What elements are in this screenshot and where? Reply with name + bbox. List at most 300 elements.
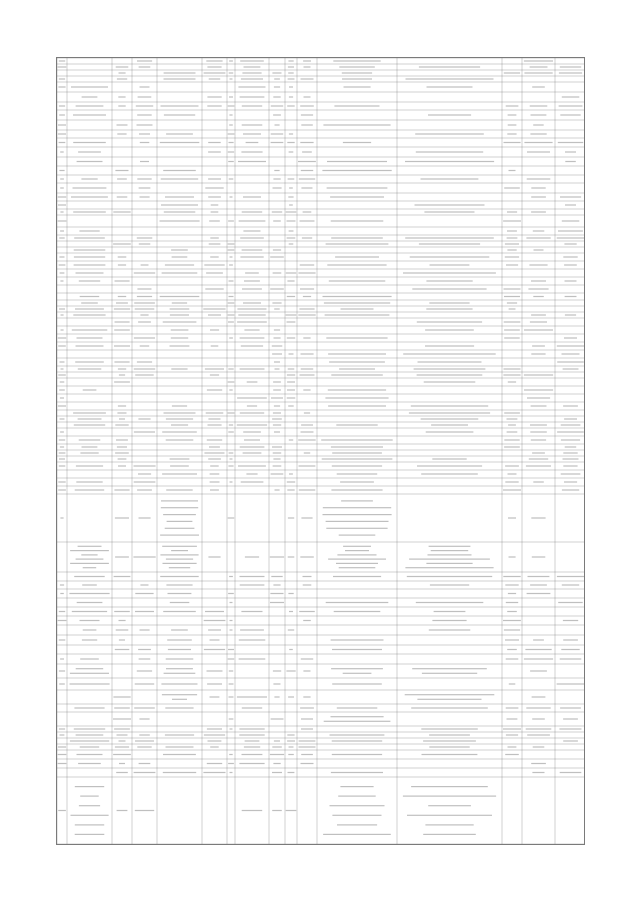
illegible-text-mark [332,815,381,816]
illegible-text-mark [118,405,126,406]
illegible-text-mark [162,272,198,273]
illegible-text-mark [300,288,314,289]
illegible-text-mark [241,78,263,79]
illegible-text-mark [327,187,388,188]
illegible-text-mark [140,161,149,162]
illegible-text-mark [114,489,129,490]
illegible-text-mark [530,66,548,67]
illegible-text-mark [272,810,282,811]
illegible-text-mark [115,517,129,518]
illegible-text-mark [228,314,235,315]
illegible-text-mark [304,412,310,413]
illegible-text-mark [337,824,377,825]
illegible-text-mark [301,424,313,425]
illegible-text-mark [342,78,372,79]
illegible-text-mark [273,249,281,250]
illegible-text-mark [160,142,200,143]
illegible-text-mark [59,458,65,459]
illegible-text-mark [237,424,267,425]
illegible-text-mark [560,66,581,67]
illegible-text-mark [562,353,580,354]
illegible-text-mark [241,345,263,346]
illegible-text-mark [530,424,547,425]
illegible-text-mark [301,718,313,719]
illegible-text-mark [531,353,545,354]
illegible-text-mark [562,584,579,585]
illegible-text-mark [115,321,130,322]
illegible-text-mark [74,707,104,708]
illegible-text-mark [273,584,280,585]
illegible-text-mark [530,105,548,106]
illegible-text-mark [172,699,187,700]
illegible-text-mark [303,211,312,212]
illegible-text-mark [344,86,371,87]
illegible-text-mark [287,105,295,106]
illegible-text-mark [71,86,108,87]
illegible-text-mark [300,220,315,221]
illegible-text-mark [343,673,372,674]
illegible-text-mark [117,78,127,79]
illegible-text-mark [326,243,389,244]
illegible-text-mark [273,412,281,413]
illegible-text-mark [229,718,234,719]
illegible-text-mark [531,517,545,518]
illegible-text-mark [115,556,129,557]
illegible-text-mark [140,196,150,197]
illegible-text-mark [298,314,315,315]
illegible-text-mark [204,620,226,621]
illegible-text-mark [287,374,295,375]
illegible-text-mark [81,302,98,303]
illegible-text-mark [60,418,65,419]
illegible-text-mark [507,133,516,134]
illegible-text-mark [204,452,224,453]
illegible-text-mark [528,576,550,577]
illegible-text-mark [428,805,471,806]
illegible-text-mark [229,696,234,697]
illegible-text-mark [565,204,576,205]
illegible-text-mark [532,345,545,346]
illegible-text-mark [134,368,155,369]
illegible-text-mark [118,105,125,106]
illegible-text-mark [508,517,516,518]
illegible-text-mark [333,60,380,61]
illegible-text-mark [504,329,520,330]
illegible-text-mark [137,178,151,179]
illegible-text-mark [113,243,131,244]
illegible-text-mark [134,707,155,708]
illegible-text-mark [565,314,576,315]
illegible-text-mark [229,424,233,425]
illegible-text-mark [240,237,264,238]
illegible-text-mark [241,611,262,612]
illegible-text-mark [241,151,262,152]
illegible-text-mark [270,593,283,594]
illegible-text-mark [135,740,154,741]
illegible-text-mark [59,439,65,440]
illegible-text-mark [324,721,391,722]
illegible-text-mark [59,389,65,390]
illegible-text-mark [524,329,553,330]
illegible-text-mark [137,237,153,238]
illegible-text-mark [531,196,546,197]
illegible-text-mark [210,256,219,257]
illegible-text-mark [287,237,296,238]
illegible-text-mark [228,368,233,369]
illegible-text-mark [135,374,154,375]
illegible-text-mark [229,337,233,338]
illegible-text-mark [301,754,313,755]
illegible-text-mark [171,249,188,250]
illegible-text-mark [166,489,193,490]
illegible-text-mark [289,353,294,354]
illegible-text-mark [528,288,548,289]
illegible-text-mark [238,465,266,466]
illegible-text-mark [524,374,553,375]
illegible-text-mark [210,746,219,747]
illegible-text-mark [341,500,373,501]
illegible-text-mark [323,507,391,508]
illegible-text-mark [289,204,293,205]
illegible-text-mark [116,439,128,440]
illegible-text-mark [270,602,284,603]
illegible-text-mark [115,649,130,650]
illegible-text-mark [239,728,264,729]
illegible-text-mark [563,465,577,466]
illegible-text-mark [209,243,221,244]
illegible-text-mark [73,142,106,143]
illegible-text-mark [503,374,520,375]
illegible-text-mark [229,114,232,115]
illegible-text-mark [275,368,280,369]
illegible-text-mark [167,639,192,640]
illegible-text-mark [240,584,265,585]
illegible-text-mark [339,567,376,568]
illegible-text-mark [524,658,553,659]
illegible-text-mark [137,296,152,297]
illegible-text-mark [287,397,296,398]
illegible-text-mark [74,264,106,265]
illegible-text-mark [560,658,582,659]
illegible-text-mark [287,389,295,390]
illegible-text-mark [532,718,545,719]
illegible-text-mark [76,481,102,482]
illegible-text-mark [169,567,190,568]
illegible-text-mark [208,314,221,315]
illegible-text-mark [203,772,225,773]
illegible-text-mark [79,230,99,231]
illegible-text-mark [531,439,546,440]
illegible-text-mark [59,308,65,309]
illegible-text-mark [242,754,263,755]
illegible-text-mark [301,170,313,171]
illegible-text-mark [271,105,283,106]
illegible-text-mark [160,535,199,536]
illegible-text-mark [271,133,284,134]
illegible-text-mark [273,670,281,671]
illegible-text-mark [336,424,377,425]
illegible-text-mark [504,446,520,447]
illegible-text-mark [560,707,581,708]
illegible-text-mark [70,673,109,674]
illegible-text-mark [207,389,222,390]
illegible-text-mark [240,446,265,447]
illegible-text-mark [273,458,280,459]
illegible-text-mark [504,187,520,188]
illegible-text-mark [115,280,130,281]
illegible-text-mark [273,96,280,97]
illegible-text-mark [58,746,66,747]
illegible-text-mark [504,72,520,73]
illegible-text-mark [135,611,154,612]
illegible-text-mark [172,302,187,303]
illegible-text-mark [208,424,222,425]
illegible-text-mark [527,151,550,152]
illegible-text-mark [140,629,150,630]
illegible-text-mark [137,114,152,115]
illegible-text-mark [60,211,63,212]
illegible-text-mark [228,465,233,466]
illegible-text-mark [503,489,521,490]
illegible-text-mark [243,196,261,197]
illegible-text-mark [79,280,100,281]
illegible-text-mark [270,288,284,289]
illegible-text-mark [74,424,105,425]
illegible-text-mark [240,576,265,577]
illegible-text-mark [113,754,131,755]
illegible-text-mark [288,517,294,518]
illegible-text-mark [426,280,472,281]
illegible-text-mark [163,563,197,564]
illegible-text-mark [526,728,552,729]
illegible-text-mark [208,418,220,419]
illegible-text-mark [272,353,282,354]
illegible-text-mark [116,66,129,67]
illegible-text-mark [166,133,193,134]
illegible-text-mark [565,151,576,152]
illegible-text-mark [118,96,125,97]
illegible-text-mark [61,329,64,330]
illegible-text-mark [337,554,376,555]
illegible-text-mark [83,389,97,390]
illegible-text-mark [247,381,258,382]
illegible-text-mark [118,458,127,459]
illegible-text-mark [75,824,104,825]
illegible-text-mark [138,649,151,650]
illegible-text-mark [114,576,131,577]
illegible-text-mark [531,114,547,115]
illegible-text-mark [299,611,315,612]
illegible-text-mark [303,337,310,338]
illegible-text-mark [60,397,64,398]
illegible-text-mark [421,418,479,419]
illegible-text-mark [273,178,280,179]
illegible-text-mark [82,446,98,447]
illegible-text-mark [60,361,65,362]
illegible-text-mark [75,489,105,490]
illegible-text-mark [59,264,66,265]
illegible-text-mark [228,161,234,162]
illegible-text-mark [58,124,66,125]
illegible-text-mark [287,142,294,143]
illegible-text-mark [506,105,519,106]
illegible-text-mark [560,114,580,115]
illegible-text-mark [289,151,294,152]
illegible-text-mark [288,196,293,197]
illegible-text-mark [345,550,369,551]
illegible-text-mark [289,243,294,244]
illegible-text-mark [411,786,488,787]
illegible-text-mark [301,114,313,115]
illegible-text-mark [229,142,234,143]
illegible-text-mark [332,465,382,466]
illegible-text-mark [298,439,316,440]
illegible-text-mark [289,439,293,440]
illegible-text-mark [171,337,188,338]
illegible-text-mark [558,230,583,231]
illegible-text-mark [206,272,223,273]
illegible-text-mark [506,264,518,265]
illegible-text-mark [204,734,225,735]
illegible-text-mark [119,639,125,640]
illegible-text-mark [244,329,259,330]
illegible-text-mark [78,418,102,419]
illegible-text-mark [557,431,584,432]
illegible-text-mark [230,728,233,729]
illegible-text-mark [423,834,476,835]
illegible-text-mark [243,230,260,231]
illegible-text-mark [530,133,546,134]
illegible-text-mark [229,178,234,179]
illegible-text-mark [272,211,282,212]
illegible-text-mark [140,86,150,87]
illegible-text-mark [160,576,199,577]
illegible-text-mark [505,754,519,755]
illegible-text-mark [74,576,105,577]
illegible-text-mark [162,473,197,474]
illegible-text-mark [432,620,466,621]
illegible-text-mark [503,576,520,577]
illegible-text-mark [239,734,264,735]
illegible-text-mark [59,728,65,729]
illegible-text-mark [287,481,295,482]
illegible-text-mark [300,142,313,143]
illegible-text-mark [287,489,294,490]
illegible-text-mark [78,368,102,369]
illegible-text-mark [119,620,126,621]
illegible-text-mark [58,810,66,811]
illegible-text-mark [273,114,281,115]
illegible-text-mark [116,302,128,303]
illegible-text-mark [60,280,63,281]
illegible-text-mark [328,389,386,390]
illegible-text-mark [425,824,473,825]
illegible-text-mark [509,683,516,684]
illegible-text-mark [271,576,282,577]
illegible-text-mark [303,620,311,621]
illegible-text-mark [228,649,234,650]
illegible-text-mark [60,431,64,432]
illegible-text-mark [557,576,584,577]
illegible-text-mark [229,280,234,281]
illegible-text-mark [166,658,194,659]
illegible-text-mark [60,187,64,188]
illegible-text-mark [60,230,64,231]
illegible-text-mark [403,796,496,797]
illegible-text-mark [168,593,192,594]
illegible-text-mark [59,105,65,106]
illegible-text-mark [170,602,190,603]
illegible-text-mark [247,405,257,406]
illegible-text-mark [119,374,125,375]
illegible-text-mark [423,740,476,741]
illegible-text-mark [139,734,150,735]
illegible-text-mark [137,746,151,747]
illegible-text-mark [530,431,547,432]
illegible-text-mark [563,452,577,453]
illegible-text-mark [304,452,310,453]
illegible-text-mark [507,211,517,212]
illegible-text-mark [239,220,266,221]
illegible-text-mark [113,696,130,697]
illegible-text-mark [59,114,65,115]
illegible-text-mark [299,746,316,747]
illegible-text-mark [239,763,264,764]
illegible-text-mark [425,345,474,346]
illegible-text-mark [287,337,295,338]
illegible-text-mark [237,308,266,309]
illegible-text-mark [274,337,281,338]
illegible-text-mark [139,658,151,659]
illegible-text-mark [533,481,544,482]
illegible-text-mark [243,452,262,453]
illegible-text-mark [288,696,294,697]
illegible-text-mark [507,431,518,432]
illegible-text-mark [77,161,103,162]
illegible-text-mark [243,133,261,134]
illegible-text-mark [117,412,126,413]
illegible-text-mark [210,374,219,375]
illegible-text-mark [272,302,281,303]
illegible-text-mark [303,696,310,697]
illegible-text-mark [61,368,64,369]
illegible-text-mark [288,72,294,73]
illegible-text-mark [287,321,296,322]
illegible-text-mark [58,405,66,406]
illegible-text-mark [83,629,97,630]
illegible-text-mark [76,345,104,346]
illegible-text-mark [230,620,233,621]
illegible-text-mark [118,256,127,257]
illegible-text-mark [421,728,478,729]
illegible-text-mark [245,740,260,741]
illegible-text-mark [168,649,191,650]
illegible-text-mark [298,272,315,273]
illegible-text-mark [533,746,545,747]
illegible-text-mark [508,124,517,125]
illegible-text-mark [60,272,65,273]
illegible-text-mark [59,683,65,684]
illegible-text-mark [211,211,219,212]
illegible-text-mark [228,321,234,322]
illegible-text-mark [140,314,148,315]
illegible-text-mark [210,237,219,238]
illegible-text-mark [340,786,373,787]
illegible-text-mark [531,211,546,212]
illegible-text-mark [338,796,376,797]
illegible-text-mark [137,288,151,289]
illegible-text-mark [274,696,279,697]
